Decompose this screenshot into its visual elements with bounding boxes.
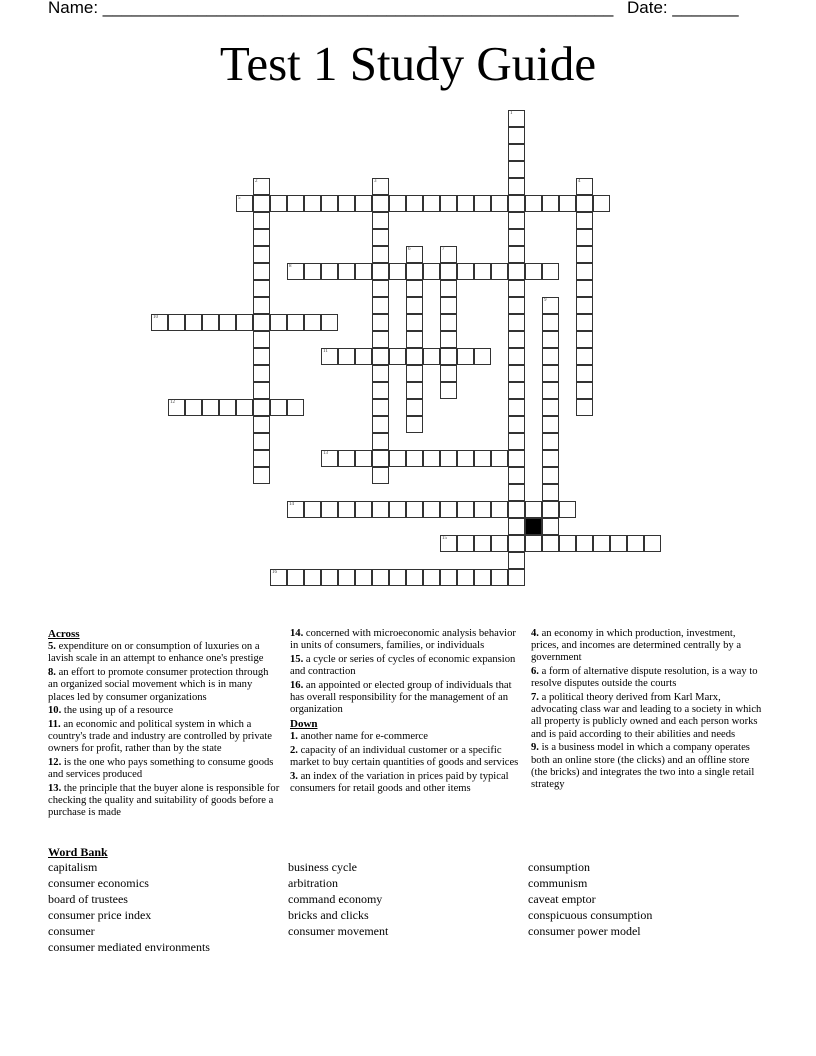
crossword-cell[interactable] (423, 195, 440, 212)
word-bank-item: business cycle (288, 860, 357, 874)
crossword-cell[interactable] (508, 212, 525, 229)
crossword-cell[interactable] (287, 263, 304, 280)
crossword-cell[interactable] (440, 263, 457, 280)
crossword-cell[interactable] (525, 195, 542, 212)
word-bank-item: board of trustees (48, 892, 128, 906)
crossword-cell[interactable] (406, 314, 423, 331)
crossword-cell[interactable] (542, 484, 559, 501)
crossword-cell[interactable] (406, 399, 423, 416)
crossword-cell[interactable] (236, 314, 253, 331)
crossword-cell[interactable] (576, 348, 593, 365)
crossword-cell[interactable] (406, 348, 423, 365)
crossword-cell[interactable] (508, 280, 525, 297)
crossword-cell[interactable] (304, 314, 321, 331)
word-bank-item: consumer economics (48, 876, 149, 890)
crossword-cell[interactable] (338, 195, 355, 212)
clue-down-1: 1. another name for e-commerce (290, 731, 428, 743)
clue-number: 1 (510, 111, 513, 116)
crossword-cell[interactable] (253, 416, 270, 433)
crossword-cell[interactable] (440, 535, 457, 552)
clue-across-14: 14. concerned with microeconomic analysis behavior in units of consumers, families, or individuals (290, 628, 516, 652)
crossword-cell[interactable] (321, 450, 338, 467)
crossword-cell[interactable] (304, 195, 321, 212)
crossword-cell[interactable] (508, 161, 525, 178)
crossword-cell[interactable] (406, 501, 423, 518)
crossword-cell[interactable] (338, 450, 355, 467)
crossword-cell[interactable] (559, 501, 576, 518)
crossword-cell[interactable] (542, 348, 559, 365)
clues-column-3 (531, 628, 763, 793)
crossword-cell[interactable] (372, 569, 389, 586)
crossword-cell[interactable] (304, 501, 321, 518)
crossword-cell[interactable] (304, 263, 321, 280)
crossword-cell[interactable] (576, 331, 593, 348)
word-bank-column-2 (288, 859, 388, 939)
crossword-cell[interactable] (440, 297, 457, 314)
crossword-cell[interactable] (474, 535, 491, 552)
crossword-cell[interactable] (253, 212, 270, 229)
word-bank-item: consumer power model (528, 924, 641, 938)
crossword-cell[interactable] (338, 263, 355, 280)
crossword-cell[interactable] (576, 382, 593, 399)
crossword-cell[interactable] (406, 365, 423, 382)
crossword-cell[interactable] (508, 569, 525, 586)
crossword-cell[interactable] (406, 450, 423, 467)
crossword-cell[interactable] (406, 569, 423, 586)
crossword-cell[interactable] (457, 195, 474, 212)
clue-number: 10 (153, 315, 158, 320)
crossword-cell[interactable] (542, 382, 559, 399)
crossword-cell[interactable] (372, 501, 389, 518)
clue-across-10: 10. the using up of a resource (48, 705, 174, 717)
crossword-cell[interactable] (457, 535, 474, 552)
clue-number: 11 (323, 349, 328, 354)
crossword-cell[interactable] (440, 382, 457, 399)
crossword-cell[interactable] (474, 263, 491, 280)
crossword-grid (151, 110, 671, 590)
crossword-cell[interactable] (372, 263, 389, 280)
crossword-cell[interactable] (474, 195, 491, 212)
crossword-cell[interactable] (542, 195, 559, 212)
crossword-cell[interactable] (423, 501, 440, 518)
crossword-cell[interactable] (440, 450, 457, 467)
crossword-cell[interactable] (474, 450, 491, 467)
word-bank-column-1 (48, 859, 210, 955)
crossword-cell[interactable] (287, 569, 304, 586)
crossword-cell[interactable] (321, 348, 338, 365)
crossword-cell[interactable] (389, 195, 406, 212)
crossword-cell[interactable] (253, 467, 270, 484)
clue-number: 9 (544, 298, 547, 303)
crossword-cell[interactable] (576, 246, 593, 263)
crossword-cell[interactable] (440, 331, 457, 348)
word-bank-heading: Word Bank (48, 845, 108, 859)
crossword-cell[interactable] (576, 399, 593, 416)
crossword-cell[interactable] (270, 195, 287, 212)
crossword-cell[interactable] (168, 314, 185, 331)
crossword-cell[interactable] (542, 365, 559, 382)
crossword-cell[interactable] (525, 263, 542, 280)
crossword-cell[interactable] (542, 501, 559, 518)
crossword-cell[interactable] (474, 501, 491, 518)
crossword-cell[interactable] (372, 331, 389, 348)
crossword-cell[interactable] (168, 399, 185, 416)
clue-number: 3 (374, 179, 377, 184)
clue-number: 7 (442, 247, 445, 252)
crossword-cell[interactable] (355, 348, 372, 365)
crossword-cell[interactable] (491, 450, 508, 467)
crossword-cell[interactable] (440, 246, 457, 263)
crossword-cell[interactable] (440, 314, 457, 331)
clue-across-12: 12. is the one who pays something to consume goods and services produced (48, 757, 274, 781)
crossword-cell[interactable] (542, 314, 559, 331)
crossword-cell[interactable] (372, 195, 389, 212)
clue-number: 16 (272, 570, 277, 575)
crossword-cell[interactable] (508, 110, 525, 127)
crossword-cell[interactable] (372, 399, 389, 416)
crossword-cell[interactable] (372, 450, 389, 467)
word-bank-item: consumer mediated environments (48, 940, 210, 954)
crossword-cell[interactable] (576, 195, 593, 212)
crossword-cell[interactable] (338, 348, 355, 365)
crossword-cell[interactable] (253, 348, 270, 365)
crossword-cell[interactable] (253, 399, 270, 416)
crossword-cell[interactable] (474, 348, 491, 365)
crossword-cell[interactable] (440, 348, 457, 365)
clue-across-8: 8. an effort to promote consumer protection through an organized social movement which is in many places led by consumer organizations (48, 667, 269, 703)
crossword-cell[interactable] (338, 501, 355, 518)
word-bank-column-3 (528, 859, 652, 939)
crossword-cell[interactable] (253, 433, 270, 450)
crossword-cell[interactable] (491, 535, 508, 552)
crossword-cell[interactable] (372, 382, 389, 399)
crossword-cell[interactable] (253, 331, 270, 348)
word-bank-item: communism (528, 876, 588, 890)
crossword-cell[interactable] (508, 229, 525, 246)
clue-number: 15 (442, 536, 447, 541)
crossword-cell[interactable] (389, 450, 406, 467)
crossword-cell[interactable] (576, 212, 593, 229)
crossword-cell[interactable] (576, 297, 593, 314)
crossword-cell[interactable] (644, 535, 661, 552)
crossword-cell[interactable] (508, 433, 525, 450)
crossword-cell[interactable] (406, 382, 423, 399)
crossword-cell[interactable] (576, 365, 593, 382)
date-field-label[interactable]: Date: _______ (627, 0, 739, 17)
page-title: Test 1 Study Guide (219, 36, 597, 91)
crossword-cell[interactable] (457, 501, 474, 518)
crossword-cell[interactable] (542, 416, 559, 433)
crossword-cell[interactable] (559, 195, 576, 212)
crossword-cell[interactable] (440, 501, 457, 518)
crossword-cell[interactable] (372, 280, 389, 297)
crossword-cell[interactable] (389, 501, 406, 518)
crossword-cell[interactable] (542, 467, 559, 484)
crossword-cell[interactable] (321, 195, 338, 212)
crossword-cell[interactable] (576, 535, 593, 552)
crossword-cell[interactable] (508, 399, 525, 416)
crossword-cell[interactable] (542, 399, 559, 416)
crossword-cell[interactable] (372, 348, 389, 365)
clue-across-11: 11. an economic and political system in which a country's trade and industry are controlled by private owners for profit, rather than by the state (48, 718, 273, 755)
word-bank-item: caveat emptor (528, 892, 596, 906)
crossword-cell[interactable] (508, 535, 525, 552)
crossword-cell[interactable] (576, 263, 593, 280)
crossword-cell[interactable] (406, 195, 423, 212)
crossword-cell[interactable] (576, 314, 593, 331)
crossword-cell[interactable] (270, 399, 287, 416)
down-heading: Down (290, 717, 318, 730)
crossword-cell[interactable] (372, 212, 389, 229)
crossword-cell[interactable] (576, 280, 593, 297)
crossword-cell[interactable] (253, 246, 270, 263)
crossword-cell[interactable] (321, 501, 338, 518)
crossword-cell[interactable] (287, 399, 304, 416)
crossword-cell[interactable] (321, 569, 338, 586)
crossword-cell[interactable] (508, 263, 525, 280)
crossword-cell[interactable] (253, 229, 270, 246)
crossword-cell[interactable] (406, 297, 423, 314)
crossword-cell[interactable] (253, 280, 270, 297)
crossword-cell[interactable] (253, 297, 270, 314)
crossword-cell[interactable] (219, 314, 236, 331)
crossword-cell[interactable] (202, 399, 219, 416)
crossword-cell[interactable] (508, 127, 525, 144)
crossword-cell[interactable] (542, 297, 559, 314)
crossword-cell[interactable] (457, 450, 474, 467)
crossword-cell[interactable] (491, 569, 508, 586)
crossword-cell[interactable] (406, 280, 423, 297)
crossword-cell[interactable] (423, 450, 440, 467)
crossword-cell[interactable] (627, 535, 644, 552)
word-bank-item: consumer price index (48, 908, 152, 922)
crossword-cell[interactable] (542, 433, 559, 450)
word-bank-item: capitalism (48, 860, 98, 874)
clues-column-1 (48, 628, 280, 821)
clue-number: 12 (170, 400, 175, 405)
across-heading: Across (48, 628, 80, 640)
crossword-cell[interactable] (576, 178, 593, 195)
crossword-cell[interactable] (270, 569, 287, 586)
crossword-cell[interactable] (508, 382, 525, 399)
word-bank-item: command economy (288, 892, 383, 906)
crossword-cell[interactable] (287, 501, 304, 518)
crossword-cell[interactable] (508, 501, 525, 518)
crossword-cell[interactable] (508, 365, 525, 382)
crossword-cell[interactable] (508, 348, 525, 365)
clue-across-13: 13. the principle that the buyer alone is responsible for checking the quality and suitability of goods before a purchase is made (48, 782, 280, 819)
crossword-cell[interactable] (593, 535, 610, 552)
word-bank-item: arbitration (288, 876, 338, 890)
crossword-cell[interactable] (440, 195, 457, 212)
crossword-cell[interactable] (508, 416, 525, 433)
crossword-cell[interactable] (508, 246, 525, 263)
crossword-cell[interactable] (508, 297, 525, 314)
clue-number: 2 (255, 179, 258, 184)
crossword-cell[interactable] (389, 263, 406, 280)
crossword-cell[interactable] (525, 535, 542, 552)
crossword-cell[interactable] (559, 535, 576, 552)
crossword-cell[interactable] (542, 263, 559, 280)
crossword-cell[interactable] (610, 535, 627, 552)
crossword-cell[interactable] (440, 569, 457, 586)
crossword-cell[interactable] (508, 467, 525, 484)
clue-down-3: 3. an index of the variation in prices paid by typical consumers for retail goods and other items (290, 770, 509, 794)
crossword-cell[interactable] (389, 569, 406, 586)
crossword-cell[interactable] (151, 314, 168, 331)
crossword-cell[interactable] (372, 433, 389, 450)
crossword-cell[interactable] (542, 535, 559, 552)
crossword-cell[interactable] (338, 569, 355, 586)
crossword-cell[interactable] (372, 178, 389, 195)
clue-number: 14 (289, 502, 294, 507)
name-field-label[interactable]: Name: ______________________________________________________ (48, 0, 614, 17)
crossword-cell[interactable] (508, 331, 525, 348)
crossword-cell[interactable] (576, 229, 593, 246)
crossword-cell[interactable] (219, 399, 236, 416)
crossword-cell[interactable] (491, 195, 508, 212)
clue-down-6: 6. a form of alternative dispute resolution, is a way to resolve disputes outside the courts (531, 666, 758, 690)
header (48, 0, 748, 18)
crossword-cell[interactable] (355, 195, 372, 212)
crossword-cell[interactable] (525, 501, 542, 518)
crossword-cell[interactable] (321, 263, 338, 280)
crossword-cell[interactable] (372, 229, 389, 246)
crossword-cell[interactable] (593, 195, 610, 212)
crossword-cell[interactable] (406, 416, 423, 433)
clue-number: 4 (578, 179, 581, 184)
crossword-cell[interactable] (508, 144, 525, 161)
clue-number: 5 (238, 196, 241, 201)
crossword-cell[interactable] (355, 569, 372, 586)
crossword-cell[interactable] (457, 348, 474, 365)
crossword-cell[interactable] (372, 416, 389, 433)
word-bank-columns (48, 859, 768, 969)
crossword-cell[interactable] (440, 280, 457, 297)
clue-down-7: 7. a political theory derived from Karl Marx, advocating class war and leading to a society in which all property is publicly owned and each person works and is paid according to their abilities and needs (531, 692, 762, 740)
clues-column-2 (290, 628, 522, 797)
crossword-cell[interactable] (508, 518, 525, 535)
crossword-cell[interactable] (253, 365, 270, 382)
crossword-cell[interactable] (253, 314, 270, 331)
word-bank-item: consumption (528, 860, 590, 874)
clue-number: 8 (289, 264, 292, 269)
crossword-cell[interactable] (253, 263, 270, 280)
crossword-cell[interactable] (372, 314, 389, 331)
crossword-cell[interactable] (355, 450, 372, 467)
crossword-cell[interactable] (457, 569, 474, 586)
crossword-cell[interactable] (542, 450, 559, 467)
crossword-cell[interactable] (423, 569, 440, 586)
crossword-cell[interactable] (253, 195, 270, 212)
crossword-cell[interactable] (406, 263, 423, 280)
crossword-cell[interactable] (372, 467, 389, 484)
crossword-cell[interactable] (542, 331, 559, 348)
crossword-cell[interactable] (202, 314, 219, 331)
word-bank (48, 845, 768, 969)
crossword-cell[interactable] (474, 569, 491, 586)
crossword-cell[interactable] (457, 263, 474, 280)
crossword-cell[interactable] (389, 348, 406, 365)
clue-down-9: 9. is a business model in which a company operates both an online store (the clicks) and an offline store (the bricks) and integrates the two into a single retail strategy (531, 742, 755, 790)
clue-across-16: 16. an appointed or elected group of individuals that has overall responsibility for the management of an organization (290, 679, 512, 716)
crossword-cell[interactable] (406, 331, 423, 348)
crossword-cell[interactable] (440, 365, 457, 382)
crossword-cell[interactable] (491, 263, 508, 280)
clue-down-4: 4. an economy in which production, investment, prices, and incomes are determined centrally by a government (531, 628, 742, 664)
crossword-cell[interactable] (491, 501, 508, 518)
crossword-cell[interactable] (185, 399, 202, 416)
crossword-cell[interactable] (253, 450, 270, 467)
word-bank-item: consumer (48, 924, 95, 938)
crossword-cell[interactable] (304, 569, 321, 586)
crossword-cell[interactable] (236, 399, 253, 416)
clue-number: 13 (323, 451, 328, 456)
crossword-cell[interactable] (508, 178, 525, 195)
word-bank-item: bricks and clicks (288, 908, 369, 922)
crossword-cell[interactable] (508, 552, 525, 569)
clue-across-5: 5. expenditure on or consumption of luxuries on a lavish scale in an attempt to enhance one's prestige (48, 641, 264, 665)
crossword-cell[interactable] (287, 314, 304, 331)
crossword-cell[interactable] (355, 263, 372, 280)
crossword-cell[interactable] (253, 382, 270, 399)
clue-number: 6 (408, 247, 411, 252)
crossword-cell[interactable] (355, 501, 372, 518)
crossword-cell[interactable] (253, 178, 270, 195)
clue-across-15: 15. a cycle or series of cycles of economic expansion and contraction (290, 653, 516, 678)
crossword-cell[interactable] (542, 518, 559, 535)
crossword-cell[interactable] (372, 365, 389, 382)
crossword-cell[interactable] (270, 314, 287, 331)
word-bank-item: conspicuous consumption (528, 908, 653, 922)
crossword-cell[interactable] (508, 195, 525, 212)
crossword-cell[interactable] (423, 263, 440, 280)
crossword-cell[interactable] (508, 484, 525, 501)
clue-down-2: 2. capacity of an individual customer or a specific market to buy certain quantities of goods and services (290, 744, 519, 769)
word-bank-item: consumer movement (288, 924, 389, 938)
crossword-cell[interactable] (406, 246, 423, 263)
crossword-cell[interactable] (423, 348, 440, 365)
crossword-cell[interactable] (372, 246, 389, 263)
crossword-cell[interactable] (321, 314, 338, 331)
black-cell (525, 518, 542, 535)
crossword-cell[interactable] (372, 297, 389, 314)
crossword-cell[interactable] (508, 314, 525, 331)
crossword-cell[interactable] (508, 450, 525, 467)
crossword-cell[interactable] (236, 195, 253, 212)
crossword-cell[interactable] (185, 314, 202, 331)
crossword-cell[interactable] (287, 195, 304, 212)
